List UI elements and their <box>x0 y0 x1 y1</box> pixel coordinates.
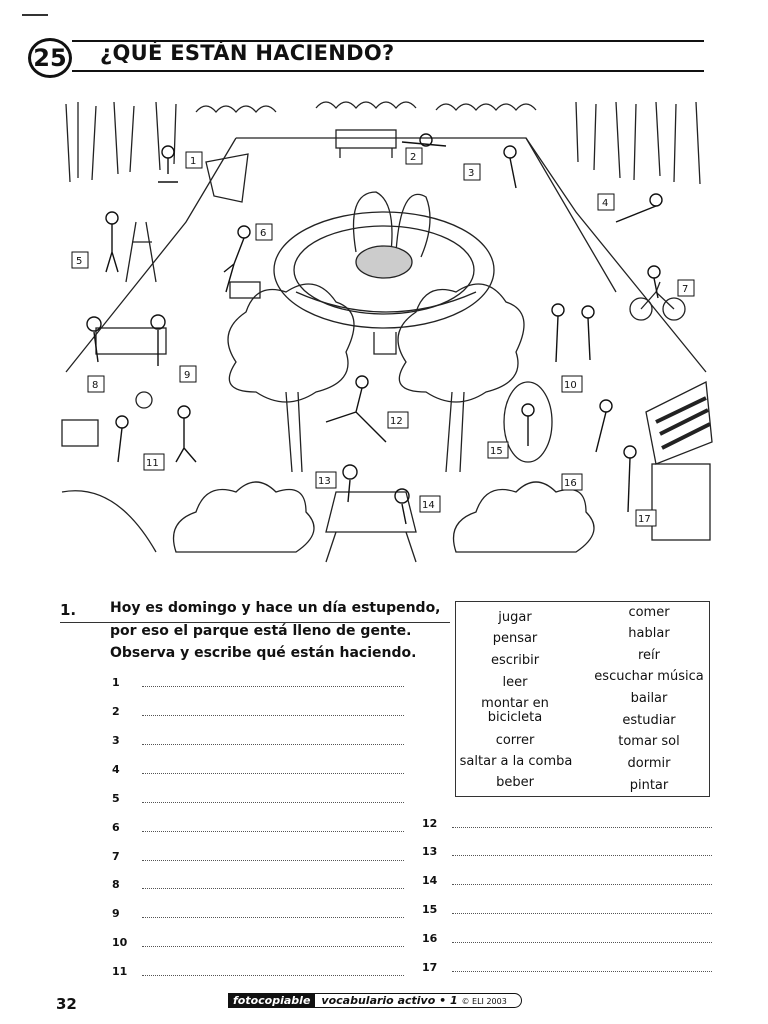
answer-line-5[interactable] <box>142 802 404 803</box>
unit-badge <box>28 38 72 78</box>
label-15 <box>488 442 508 458</box>
instruction-line-2: por eso el parque está lleno de gente. <box>110 623 412 639</box>
svg-text:12: 12 <box>390 416 403 427</box>
word-beber: beber <box>496 775 534 790</box>
word-escuchar-musica: escuchar música <box>594 669 704 684</box>
svg-text:16: 16 <box>564 478 577 489</box>
answer-number-14: 14 <box>422 874 438 887</box>
word-estudiar: estudiar <box>622 713 676 728</box>
series-label <box>315 993 521 1008</box>
label-2 <box>406 148 422 164</box>
word-bailar: bailar <box>630 691 668 706</box>
answer-line-6[interactable] <box>142 831 404 832</box>
answer-line-14[interactable] <box>452 884 712 885</box>
answer-number-9: 9 <box>112 907 120 920</box>
answer-line-2[interactable] <box>142 715 404 716</box>
word-tomar-sol: tomar sol <box>618 734 680 749</box>
answer-number-6: 6 <box>112 821 120 834</box>
svg-text:5: 5 <box>76 256 83 267</box>
word-montar-en: montar en <box>481 696 549 711</box>
answer-line-12[interactable] <box>452 827 712 828</box>
answer-number-10: 10 <box>112 936 128 949</box>
svg-text:11: 11 <box>146 458 159 469</box>
svg-text:14: 14 <box>422 500 435 511</box>
svg-text:15: 15 <box>490 446 503 457</box>
word-saltar-a-la-comba: saltar a la comba <box>459 754 573 769</box>
label-4 <box>598 194 614 210</box>
answer-number-2: 2 <box>112 705 120 718</box>
top-corner-rule <box>22 14 48 16</box>
word-pintar: pintar <box>629 778 669 793</box>
label-5 <box>72 252 88 268</box>
answer-line-9[interactable] <box>142 917 404 918</box>
answer-number-7: 7 <box>112 850 120 863</box>
label-17 <box>636 510 656 526</box>
word-escribir: escribir <box>490 653 540 668</box>
label-10 <box>562 376 582 392</box>
series-volume: • 1 <box>439 994 458 1007</box>
answer-line-13[interactable] <box>452 855 712 856</box>
answer-number-13: 13 <box>422 845 438 858</box>
svg-text:13: 13 <box>318 476 331 487</box>
label-3 <box>464 164 480 180</box>
answer-number-4: 4 <box>112 763 120 776</box>
svg-text:6: 6 <box>260 228 267 239</box>
label-7 <box>678 280 694 296</box>
park-illustration <box>56 92 716 570</box>
answer-number-8: 8 <box>112 878 120 891</box>
answer-number-16: 16 <box>422 932 438 945</box>
answer-number-3: 3 <box>112 734 120 747</box>
word-pensar: pensar <box>492 631 538 646</box>
svg-text:2: 2 <box>410 152 417 163</box>
label-9 <box>180 366 196 382</box>
label-1 <box>186 152 202 168</box>
word-hablar: hablar <box>628 626 670 641</box>
answer-line-10[interactable] <box>142 946 404 947</box>
answer-line-11[interactable] <box>142 975 404 976</box>
label-8 <box>88 376 104 392</box>
footer-publisher <box>228 992 522 1009</box>
header-rule-bottom <box>72 70 704 72</box>
answer-number-12: 12 <box>422 817 438 830</box>
label-13 <box>316 472 336 488</box>
answer-number-15: 15 <box>422 903 438 916</box>
svg-text:10: 10 <box>564 380 577 391</box>
word-leer: leer <box>502 675 528 690</box>
answer-line-7[interactable] <box>142 860 404 861</box>
svg-text:3: 3 <box>468 168 475 179</box>
svg-text:9: 9 <box>184 370 191 381</box>
word-dormir: dormir <box>627 756 671 771</box>
answer-number-11: 11 <box>112 965 128 978</box>
label-14 <box>420 496 440 512</box>
exercise-number: 1. <box>60 601 77 619</box>
answer-number-17: 17 <box>422 961 438 974</box>
word-bicicleta: bicicleta <box>487 710 543 725</box>
svg-text:17: 17 <box>638 514 651 525</box>
answer-number-1: 1 <box>112 676 120 689</box>
answer-line-15[interactable] <box>452 913 712 914</box>
answer-line-3[interactable] <box>142 744 404 745</box>
series-name: vocabulario activo <box>321 994 436 1007</box>
answer-line-16[interactable] <box>452 942 712 943</box>
instruction-line-3: Observa y escribe qué están haciendo. <box>110 645 417 661</box>
svg-text:1: 1 <box>190 156 197 167</box>
label-16 <box>562 474 582 490</box>
word-comer: comer <box>628 605 670 620</box>
page-title: ¿QUÉ ESTÁN HACIENDO? <box>100 41 395 65</box>
label-12 <box>388 412 408 428</box>
page-number: 32 <box>56 995 77 1013</box>
answer-line-1[interactable] <box>142 686 404 687</box>
instruction-line-1: Hoy es domingo y hace un día estupendo, <box>110 600 441 616</box>
answer-number-5: 5 <box>112 792 120 805</box>
word-correr: correr <box>495 733 535 748</box>
copyright: © ELI 2003 <box>461 997 507 1006</box>
svg-text:7: 7 <box>682 284 689 295</box>
answer-line-17[interactable] <box>452 971 712 972</box>
label-6 <box>256 224 272 240</box>
svg-text:4: 4 <box>602 198 609 209</box>
fotocopiable-label: fotocopiable <box>228 993 315 1008</box>
label-11 <box>144 454 164 470</box>
word-reir: reír <box>637 648 660 663</box>
answer-line-4[interactable] <box>142 773 404 774</box>
answer-line-8[interactable] <box>142 888 404 889</box>
word-jugar: jugar <box>498 610 532 625</box>
svg-text:8: 8 <box>92 380 99 391</box>
unit-number: 25 <box>33 44 67 72</box>
